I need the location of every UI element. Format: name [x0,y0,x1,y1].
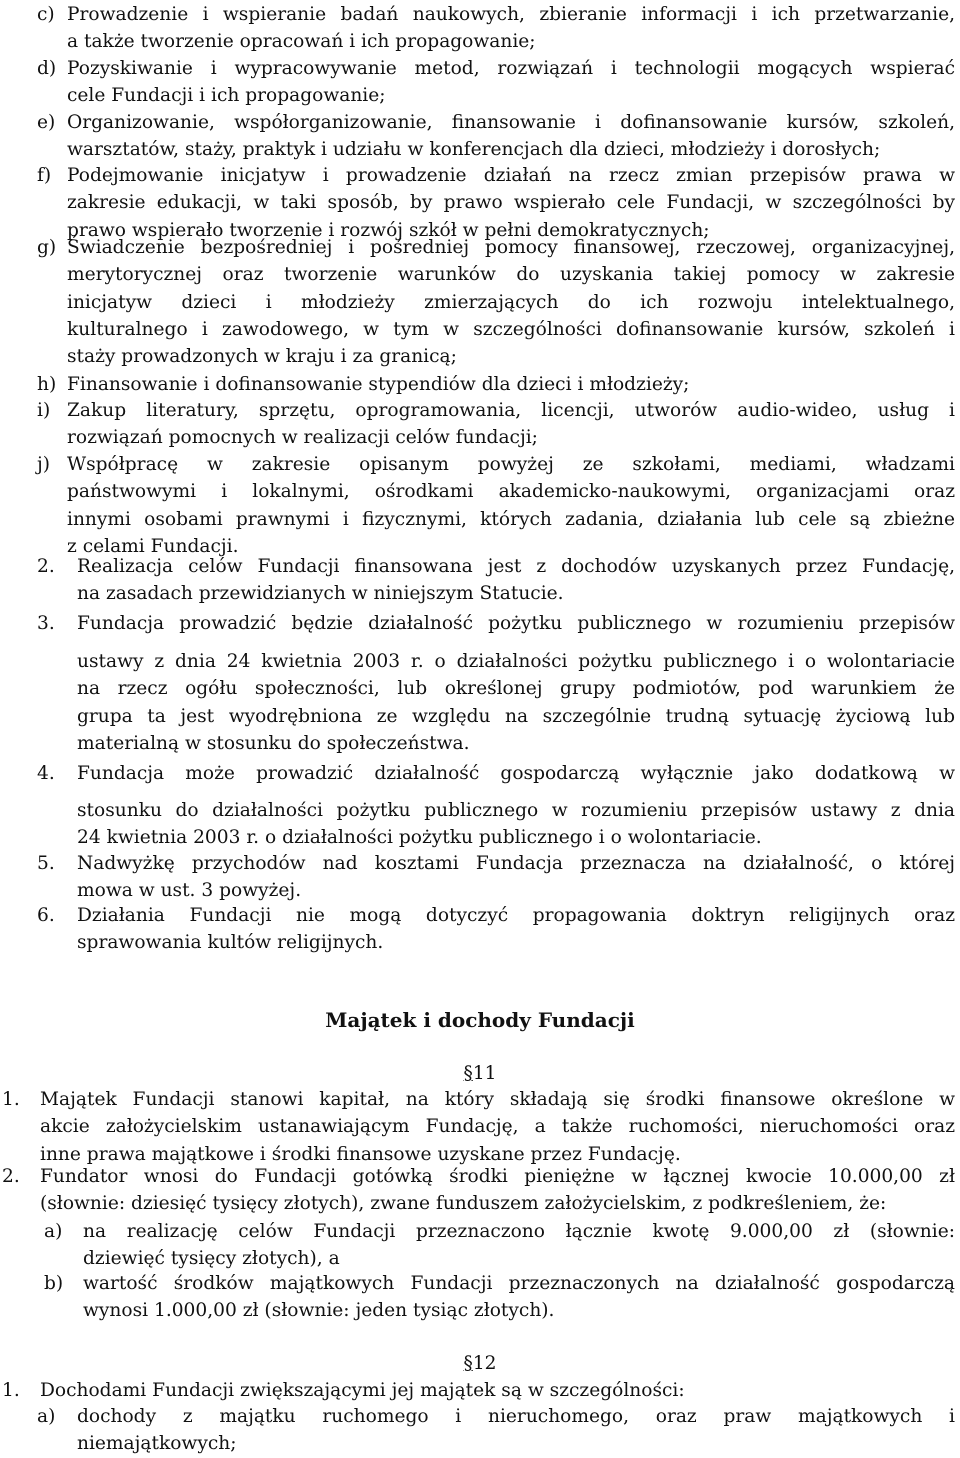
text-line: Podejmowanie inicjatyw i prowadzenie działań na rzecz zmian przepisów prawa w [67,165,955,186]
paragraph-number: 3. [37,613,55,634]
text-line: Świadczenie bezpośredniej i pośredniej pomocy finansowej, rzeczowej, organizacyjnej, [67,237,955,258]
text-line: sprawowania kultów religijnych. [77,932,384,954]
text-line: Zakup literatury, sprzętu, oprogramowania, licencji, utworów audio-wideo, usług i [67,400,955,421]
text-line: a także tworzenie opracowań i ich propagowanie; [67,31,536,53]
list-item-text [83,1270,955,1325]
list-item-text [67,55,955,110]
list-marker: b) [44,1273,64,1294]
paragraph-text [77,760,955,787]
paragraph-text [40,1086,955,1168]
list-marker: c) [37,4,55,25]
text-line: Nadwyżkę przychodów nad kosztami Fundacja przeznacza na działalność, o której [77,853,955,874]
text-line: inicjatyw dzieci i młodzieży zmierzających do ich rozwoju intelektualnego, [67,291,955,313]
paragraph-text [77,850,955,905]
paragraph-number: 2. [37,556,55,577]
paragraph-number: 6. [37,905,55,926]
list-marker: f) [37,165,52,186]
text-line: na realizację celów Fundacji przeznaczono łącznie kwotę 9.000,00 zł (słownie: [83,1221,955,1242]
text-line: ustawy z dnia 24 kwietnia 2003 r. o działalności pożytku publicznego i o wolontariacie [77,651,955,672]
list-item-text [67,397,955,452]
paragraph-text [40,1377,955,1404]
paragraph-text [77,553,955,608]
list-marker: g) [37,237,57,258]
section-number: 12 [472,1353,497,1374]
text-line: prawo wspierało tworzenie i rozwój szkół w pełni demokratycznych; [67,219,710,241]
list-item-text [67,1,955,56]
text-line: państwowymi i lokalnymi, ośrodkami akademicko-naukowymi, organizacjami oraz [67,481,955,503]
text-line: Majątek Fundacji stanowi kapitał, na który składają się środki finansowe określone w [40,1089,955,1110]
text-line: Prowadzenie i wspieranie badań naukowych, zbieranie informacji i ich przetwarzanie, [67,4,955,25]
text-line: (słownie: dziesięć tysięcy złotych), zwane funduszem założycielskim, z podkreśleniem, że: [40,1193,887,1215]
list-marker: i) [37,400,51,421]
text-line: Finansowanie i dofinansowanie stypendiów dla dzieci i młodzieży; [67,374,690,395]
text-line: grupa ta jest wyodrębniona ze względu na szczególnie trudną sytuację życiową lub [77,705,955,727]
text-line: Działania Fundacji nie mogą dotyczyć propagowania doktryn religijnych oraz [77,905,955,926]
text-line: rozwiązań pomocnych w realizacji celów fundacji; [67,427,538,449]
text-line: Pozyskiwanie i wypracowywanie metod, rozwiązań i technologii mogących wspierać [67,58,955,79]
text-line: zakresie edukacji, w taki sposób, by prawo wspierało cele Fundacji, w szczególności by [67,192,955,214]
text-line: z celami Fundacji. [67,535,239,557]
text-line: Organizowanie, współorganizowanie, finansowanie i dofinansowanie kursów, szkoleń, [67,112,955,133]
list-item-text [77,1403,955,1458]
text-line: merytorycznej oraz tworzenie warunków do uzyskania takiej pomocy w zakresie [67,264,955,286]
list-marker: h) [37,374,57,395]
text-line: Współpracę w zakresie opisanym powyżej ze szkołami, mediami, władzami [67,454,955,475]
text-line: warsztatów, staży, praktyk i udziału w konferencjach dla dzieci, młodzieży i dorosłych; [67,139,881,161]
text-line: dochody z majątku ruchomego i nieruchomego, oraz praw majątkowych i [77,1406,955,1427]
section-number-12 [0,1350,960,1378]
list-item-text [67,371,955,398]
section-number-11 [0,1060,960,1088]
text-line: na zasadach przewidzianych w niniejszym Statucie. [77,583,564,605]
text-line: wynosi 1.000,00 zł (słownie: jeden tysiąc złotych). [83,1300,555,1322]
paragraph-number: 1. [2,1089,20,1110]
paragraph-text [40,1163,955,1218]
list-marker: j) [37,454,51,475]
paragraph-number: 1. [2,1380,20,1401]
paragraph-number: 5. [37,853,55,874]
text-line: akcie założycielskim ustanawiającym Fundację, a także ruchomości, nieruchomości oraz [40,1116,955,1138]
text-line: Dochodami Fundacji zwiększającymi jej majątek są w szczególności: [40,1380,685,1401]
list-item-text [67,451,955,560]
text-line: dziewięć tysięcy złotych), a [83,1248,340,1270]
list-item-text [67,109,955,164]
section-heading: Majątek i dochody Fundacji [325,1008,635,1032]
list-item-text [83,1218,955,1273]
text-line: stosunku do działalności pożytku publicznego w rozumieniu przepisów ustawy z dnia [77,800,955,821]
list-marker: e) [37,112,56,133]
section-number: 11 [472,1063,497,1084]
text-line: niemajątkowych; [77,1433,237,1455]
paragraph-text-continued [77,797,955,852]
text-line: innymi osobami prawnymi i fizycznymi, których zadania, działania lub cele są zbieżne [67,508,955,530]
text-line: cele Fundacji i ich propagowanie; [67,85,386,107]
list-item-text [67,234,955,370]
paragraph-text-continued [77,648,955,757]
list-marker: a) [44,1221,63,1242]
text-line: kulturalnego i zawodowego, w tym w szczególności dofinansowanie kursów, szkoleń i [67,318,955,340]
text-line: materialną w stosunku do społeczeństwa. [77,732,470,754]
text-line: na rzecz ogółu społeczności, lub określonej grupy podmiotów, pod warunkiem że [77,678,955,700]
text-line: Fundacja prowadzić będzie działalność pożytku publicznego w rozumieniu przepisów [77,613,955,634]
paragraph-text [77,610,955,637]
list-item-text [67,162,955,244]
section-symbol: § [463,1063,473,1084]
list-marker: d) [37,58,57,79]
paragraph-text [77,902,955,957]
text-line: Fundator wnosi do Fundacji gotówką środki pieniężne w łącznej kwocie 10.000,00 zł [40,1166,955,1187]
text-line: mowa w ust. 3 powyżej. [77,880,302,902]
list-marker: a) [37,1406,56,1427]
text-line: wartość środków majątkowych Fundacji przeznaczonych na działalność gospodarczą [83,1273,955,1294]
text-line: 24 kwietnia 2003 r. o działalności pożytku publicznego i o wolontariacie. [77,827,762,849]
paragraph-number: 4. [37,763,55,784]
section-symbol: § [463,1353,473,1374]
text-line: inne prawa majątkowe i środki finansowe uzyskane przez Fundację. [40,1143,681,1165]
text-line: Fundacja może prowadzić działalność gospodarczą wyłącznie jako dodatkową w [77,763,955,784]
text-line: staży prowadzonych w kraju i za granicą; [67,346,457,368]
paragraph-number: 2. [2,1166,20,1187]
text-line: Realizacja celów Fundacji finansowana jest z dochodów uzyskanych przez Fundację, [77,556,955,577]
